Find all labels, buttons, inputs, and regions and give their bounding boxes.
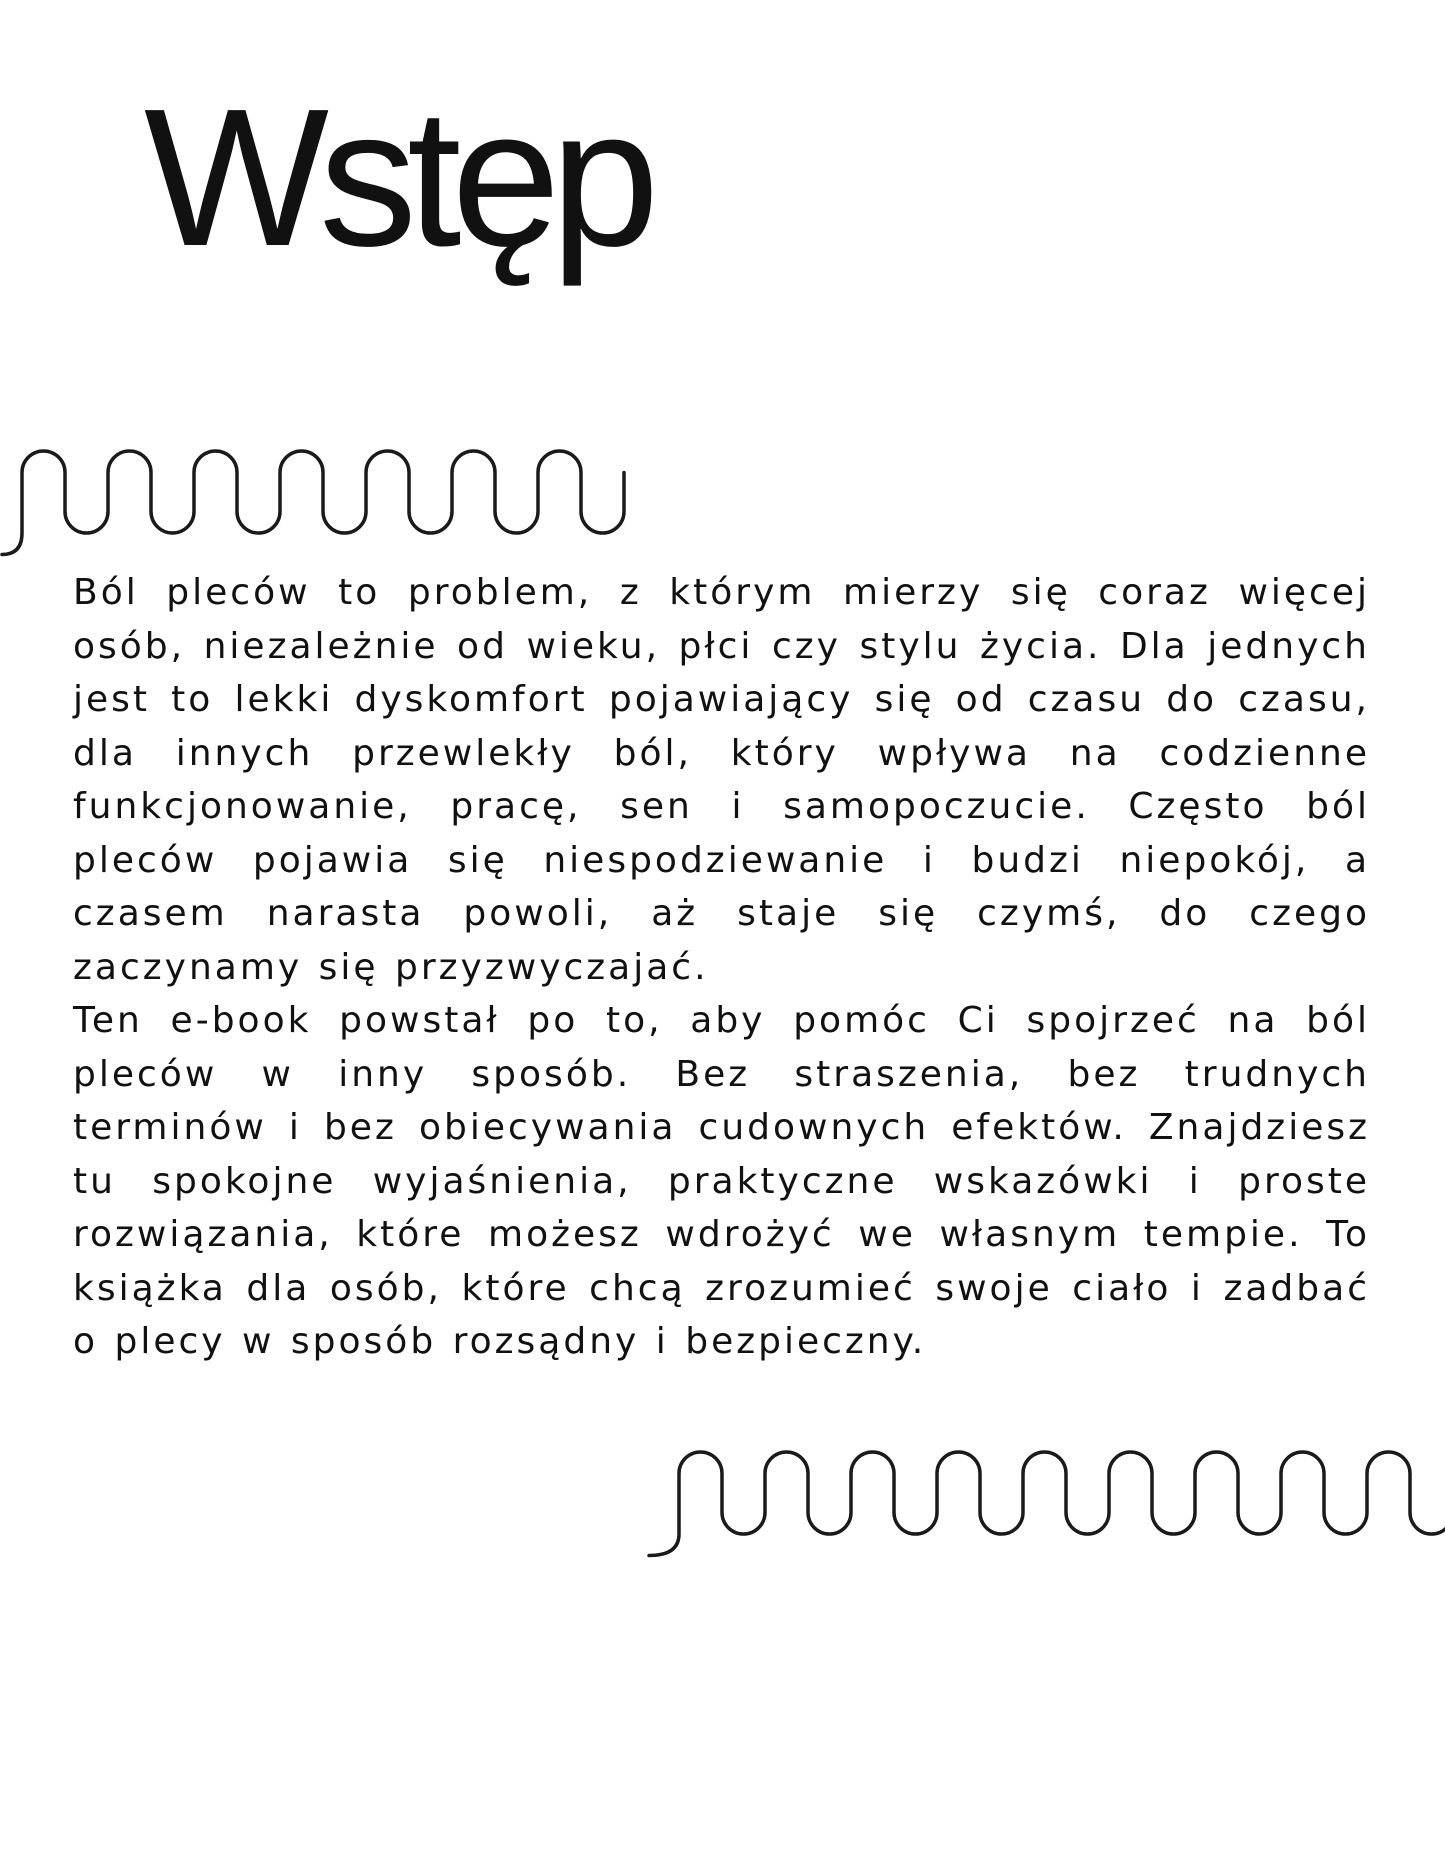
intro-paragraph-1: Ból pleców to problem, z którym mierzy się coraz więcej osób, niezależnie od wieku, płci czy stylu życia. Dla jednych jest to lekki dyskomfort pojawiający się od czasu do czasu, dla innych przewlekły ból, który wpływa na codzienne funkcjonowanie, pracę, sen i samopoczucie. Często ból pleców pojawia się niespodziewanie i budzi niepokój, a czasem narasta powoli, aż staje się czymś, do czego zaczynamy się przyzwyczajać. — [73, 572, 1370, 988]
wave-line — [649, 1452, 1445, 1556]
intro-paragraph-2: Ten e-book powstał po to, aby pomóc Ci spojrzeć na ból pleców w inny sposób. Bez straszenia, bez trudnych terminów i bez obiecywania cudownych efektów. Znajdziesz tu spokojne wyjaśnienia, praktyczne wskazówki i proste rozwiązania, które możesz wdrożyć we własnym tempie. To książka dla osób, które chcą zrozumieć swoje ciało i zadbać o plecy w sposób rozsądny i bezpieczny. — [73, 1000, 1370, 1362]
wave-decoration-bottom — [630, 1446, 1445, 1546]
wave-decoration-top — [0, 445, 640, 545]
page-title: Wstęp — [144, 68, 650, 287]
wave-line — [2, 451, 624, 555]
body-text — [73, 566, 1370, 1369]
